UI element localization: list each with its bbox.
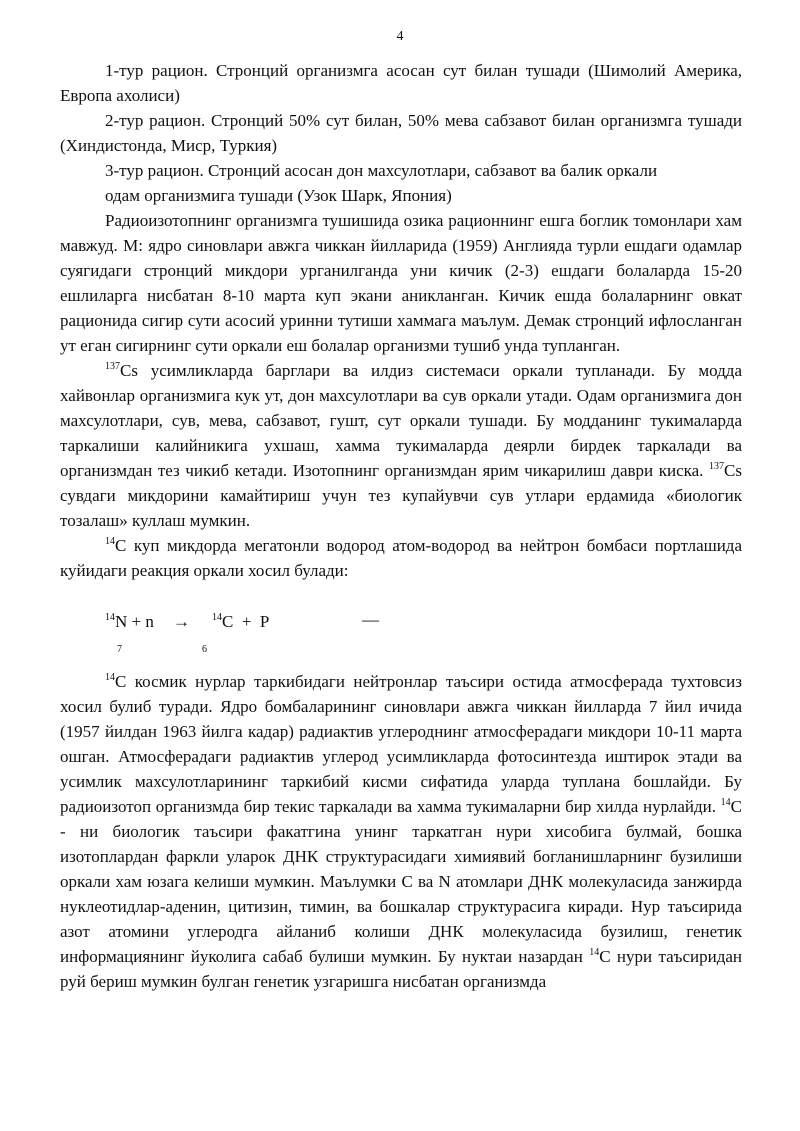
isotope-mass-14: 14 [105, 536, 115, 547]
nitrogen-term: $^{14}$N + n [105, 612, 154, 631]
nitrogen-atomic-number: 7 [117, 644, 122, 655]
isotope-mass-14: 14 [589, 947, 600, 958]
paragraph-ration-type-2: 2-тур рацион. Стронций 50% сут билан, 50% мева сабзавот билан организмга тушади (Хиндистонда, Миср, Туркия) [60, 111, 742, 155]
carbon-atomic-number: 6 [202, 644, 207, 655]
cesium-text-2: Cs сувдаги микдорини камайтириш учун тез купайувчи сув утлари ердамида «биологик тозалаш» куллаш мумкин. [60, 461, 742, 530]
carbon-formation-text: C куп микдорда мегатонли водород атом-водород ва нейтрон бомбаси портлашида куйидаги реакция оркали хосил булади: [60, 536, 742, 580]
paragraph-ration-type-1: 1-тур рацион. Стронций организмга асосан сут билан тушади (Шимолий Америка, Европа ахолиси) [60, 61, 742, 105]
nuclear-reaction-formula [60, 601, 742, 663]
paragraph-carbon-effects: $^{14}$C космик нурлар таркибидаги нейтронлар таъсири остида атмосферада тухтовсиз хосил булиб туради. Ядро бомбаларининг синовлари авжга чиккан йилларда 7 йил ичида (1957 йилдан 1963 йилга кадар) радиактив углероднинг атмосферадаги микдори 10-11 марта ошган. Атмосферадаги радиактив углерод усимликларда фотосинтезда иштирок этади ва усимлик махсулотларининг таркибий кисми сифатида уларда туплана бошлайди. Бу радиоизотоп организмда бир текис таркалади ва хамма тукималарни бир хилда нурлайди. $^{14}$C - ни биологик таъсири факатгина унинг таркатган нури хисобига булмай, бошка изотоплардан фаркли уларок ДНК структурасидаги химиявий богланишларнинг бузилиши оркали хам юзага келиши мумкин. Маълумки С ва N атомлари ДНК молекуласида занжирда нуклеотидлар-аденин, цитизин, тимин, ва бошкалар структурасига киради. Нур таъсирида азот атомини углеродга айланиб колиши ДНК молекуласида бузилиш, генетик информациянинг йуколига сабаб булиши мумкин. Бу нуктаи назардан $^{14}$C нури таъсиридан руй бериш мумкин булган генетик узгаришга нисбатан организмда [60, 672, 742, 991]
cesium-text-1: Cs усимликларда барглари ва илдиз системаси оркали тупланади. Бу модда хайвонлар организмига кук ут, дон махсулотлари ва сув оркали утади. Одам организмига дон махсулотлари, сув, мева, сабзавот, гушт, сут оркали тушади. Бу модданинг тукималарда таркалиши калийникига ухшаш, хамма тукималарда деярли бирдек таркалади ва организмдан тез чикиб кетади. Изотопнинг организмдан ярим чикарилиш даври киска. [60, 361, 742, 480]
paragraph-ration-type-3-cont: одам организмига тушади (Узок Шарк, Япония) [105, 186, 452, 205]
paragraph-cesium [60, 358, 742, 533]
isotope-mass-137: 137 [105, 361, 120, 372]
paragraph-age-dependence: Радиоизотопнинг организмга тушишида озика рационнинг ешга боглик томонлари хам мавжуд. М: ядро синовлари авжга чиккан йилларида (1959) Англияда турли ешдаги одамлар суягидаги стронций микдори урганилганда уни кичик (2-3) ешдаги болаларда 15-20 ешлиларга нисбатан 8-10 марта куп экани аникланган. Кичик ешда болаларнинг овкат рационида сигир сути асосий уринни тутиши хаммага маълум. Демак стронций ифлосланган ут еган сигирнинг сути оркали еш болалар организми тушиб унда тупланган. [60, 211, 742, 355]
paragraph-ration-type-3: 3-тур рацион. Стронций асосан дон махсулотлари, сабзавот ва балик оркали [105, 161, 658, 180]
document-body [60, 58, 742, 994]
paragraph-carbon-formation [60, 533, 742, 583]
isotope-mass-14: 14 [105, 672, 115, 683]
isotope-mass-137: 137 [709, 461, 725, 472]
reaction-arrow: → [173, 612, 190, 631]
carbon-term: $^{14}$C + P [212, 612, 270, 631]
formula-dash: — [362, 610, 379, 629]
isotope-mass-14: 14 [720, 797, 731, 808]
page-number: 4 [396, 29, 404, 44]
